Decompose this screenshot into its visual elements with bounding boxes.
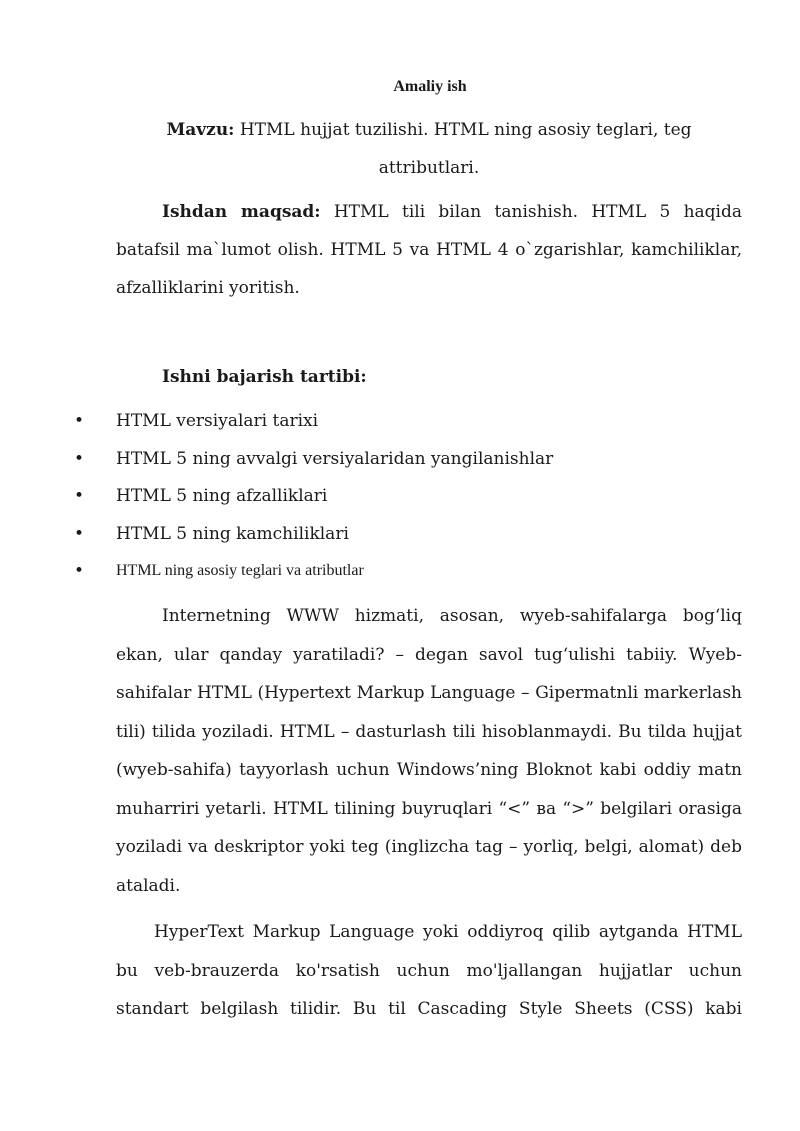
procedure-heading: Ishni bajarish tartibi: [162,367,367,387]
list-item-text: HTML ning asosiy teglari va atributlar [116,562,364,579]
goal-text: HTML tili bilan tanishish. HTML 5 haqida batafsil ma`lumot olish. HTML 5 va HTML 4 o`zgarishlar, kamchiliklar, afzalliklarini yoritish. [116,202,742,298]
topic-label: Mavzu: [166,120,235,140]
goal-paragraph [116,193,742,307]
body-paragraph-1: Internetning WWW hizmati, asosan, wyeb-sahifalarga bog‘liq ekan, ular qanday yaratiladi? – degan savol tug‘ulishi tabiiy. Wyeb-sahifalar HTML (Hypertext Markup Language – Gipermatnli markerlash tili) tilida yoziladi. HTML – dasturlash tili hisoblanmaydi. Bu tilda hujjat (wyeb-sahifa) tayyorlash uchun Windows’ning Bloknot kabi oddiy matn muharriri yetarli. HTML tilining buyruqlari “<” ва “>” belgilari orasiga yoziladi va deskriptor yoki teg (inglizcha tag – yorliq, belgi, alomat) deb ataladi. [116,606,742,896]
goal-label: Ishdan maqsad: [162,202,321,222]
bullet-icon: • [74,448,85,469]
bullet-icon: • [74,523,85,544]
list-item-text: HTML 5 ning kamchiliklari [116,523,349,544]
list-item [0,481,800,519]
procedure-list [0,406,800,594]
bullet-icon: • [74,561,85,581]
body-paragraph-2: HyperText Markup Language yoki oddiyroq qilib aytganda HTML bu veb-brauzerda ko'rsatish uchun mo'ljallangan hujjatlar uchun standart belgilash tilidir. Bu til Cascading Style Sheets (CSS) kabi [116,922,742,1019]
topic-text: HTML hujjat tuzilishi. HTML ning asosiy teglari, teg attributlari. [234,120,692,178]
list-item [0,519,800,557]
list-item [0,444,800,482]
list-item-text: HTML versiyalari tarixi [116,411,319,431]
list-item [0,556,800,594]
bullet-icon: • [74,411,85,431]
list-item-text: HTML 5 ning afzalliklari [116,486,328,506]
topic-line [116,111,742,187]
page-title: Amaliy ish [393,78,467,95]
list-item [0,406,800,444]
bullet-icon: • [74,486,85,506]
list-item-text: HTML 5 ning avvalgi versiyalaridan yangilanishlar [116,448,554,469]
